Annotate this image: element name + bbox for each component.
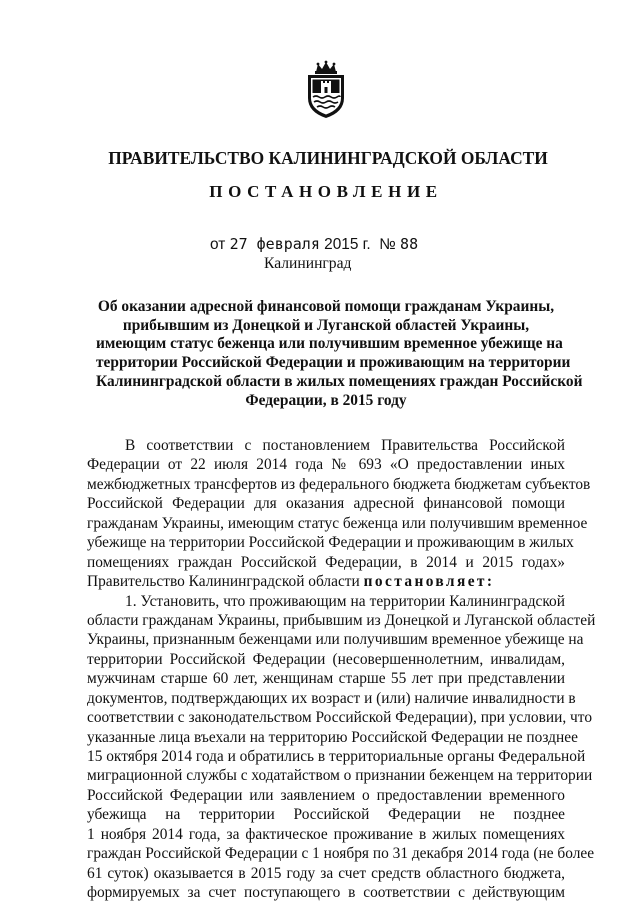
body-line-resolution [87, 572, 565, 591]
city-name: Калининград [264, 255, 352, 272]
title-line: Калининградской области в жилых помещениях граждан Российской [96, 372, 583, 390]
body-line: документов, подтверждающих их возраст и (или) наличие инвалидности в [87, 689, 576, 707]
body-line: граждан Российской Федерации с 1 ноября по 31 декабря 2014 года (не более [87, 845, 595, 863]
decree-body [87, 436, 596, 903]
body-line: Федерации от 22 июля 2014 года № 693 «О предоставлении иных [87, 456, 565, 474]
body-line: области гражданам Украины, прибывшим из Донецкой и Луганской областей [87, 611, 596, 629]
body-line: 1 ноября 2014 года, за фактическое проживание в жилых помещениях [87, 825, 565, 843]
number-sign: № [379, 236, 396, 253]
title-line: Федерации, в 2015 году [245, 391, 407, 409]
resolution-verb: постановляет: [363, 573, 495, 591]
decree-date-line [210, 235, 418, 254]
body-line: Российской Федерации для оказания адресной финансовой помощи [87, 495, 565, 513]
body-line: 61 суток) оказывается в 2015 году за счет средств областного бюджета, [87, 864, 565, 882]
body-line: Украины, признанным беженцами или получившим временное убежище на [87, 631, 584, 649]
date-year: 2015 г. [324, 236, 371, 253]
date-prefix: от [210, 236, 226, 253]
body-line: территории Российской Федерации (несовершеннолетним, инвалидам, [87, 650, 565, 668]
title-line: Об оказании адресной финансовой помощи гражданам Украины, [97, 298, 555, 315]
coat-of-arms-emblem-icon [303, 60, 349, 120]
decree-title [96, 298, 583, 410]
title-line: имеющим статус беженца или получившим временное убежище на [96, 335, 563, 353]
date-value: 27 февраля [229, 235, 320, 253]
resolution-prefix: Правительство Калининградской области [87, 573, 360, 591]
body-line: 1. Установить, что проживающим на территории Калининградской [125, 592, 565, 610]
body-line: помещениях граждан Российской Федерации, в 2014 и 2015 годах» [87, 553, 565, 571]
body-line: мужчинам старше 60 лет, женщинам старше 55 лет при представлении [87, 670, 565, 688]
body-line: убежище на территории Российской Федерации и проживающим в жилых [87, 534, 574, 552]
body-line: соответствии с законодательством Российской Федерации), при условии, что [87, 709, 593, 727]
body-line: формируемых за счет поступающего в соответствии с действующим [87, 884, 565, 902]
title-line: территории Российской Федерации и проживающим на территории [96, 354, 571, 372]
body-line: межбюджетных трансфертов из федерального бюджета бюджетам субъектов [87, 475, 591, 493]
body-line: миграционной службы с ходатайством о признании беженцем на территории [87, 767, 593, 785]
body-line: гражданам Украины, имеющим статус беженца или получившим временное [87, 514, 588, 532]
body-line: В соответствии с постановлением Правительства Российской [125, 437, 565, 454]
government-name: ПРАВИТЕЛЬСТВО КАЛИНИНГРАДСКОЙ ОБЛАСТИ [108, 148, 548, 168]
body-line: убежища на территории Российской Федерации не позднее [87, 806, 565, 824]
title-line: прибывшим из Донецкой и Луганской областей Украины, [122, 316, 530, 334]
body-line: 15 октября 2014 года и обратились в территориальные органы Федеральной [87, 748, 586, 765]
body-line: указанные лица въехали на территорию Российской Федерации не позднее [87, 728, 578, 746]
body-line: Российской Федерации или заявлением о предоставлении временного [87, 786, 565, 804]
document-type: ПОСТАНОВЛЕНИЕ [209, 182, 443, 201]
decree-number: 88 [400, 235, 419, 253]
